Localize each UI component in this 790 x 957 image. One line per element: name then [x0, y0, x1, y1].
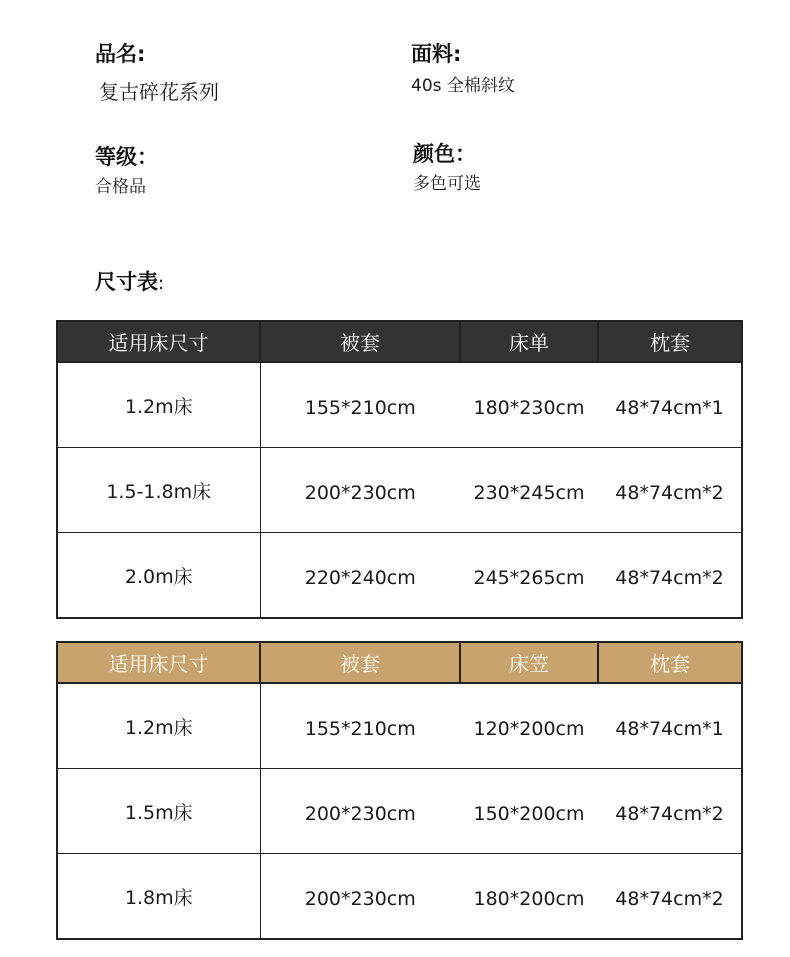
table-row	[57, 854, 742, 940]
grade-value: 合格品	[95, 177, 146, 197]
cell-duvet-cover: 155*210cm	[260, 362, 460, 448]
header-pillowcase: 枕套	[598, 321, 742, 362]
cell-sheet: 245*265cm	[460, 533, 598, 619]
table-header-row	[57, 321, 742, 362]
color-label: 颜色：	[413, 142, 476, 166]
cell-sheet: 180*200cm	[460, 854, 598, 940]
cell-bed-size: 1.2m床	[57, 362, 260, 448]
size-table-1	[56, 320, 743, 619]
cell-bed-size: 1.2m床	[57, 683, 260, 769]
product-name-label: 品名:	[95, 42, 146, 66]
table-row	[57, 362, 742, 448]
table-row	[57, 448, 742, 533]
cell-sheet: 120*200cm	[460, 683, 598, 769]
table-header-row	[57, 642, 742, 683]
header-pillowcase: 枕套	[598, 642, 742, 683]
color-value: 多色可选	[413, 174, 481, 194]
cell-bed-size: 1.5m床	[57, 769, 260, 854]
cell-pillowcase: 48*74cm*2	[598, 769, 742, 854]
cell-duvet-cover: 200*230cm	[260, 854, 460, 940]
header-bed-size: 适用床尺寸	[57, 642, 260, 683]
product-name-value: 复古碎花系列	[99, 80, 219, 104]
cell-bed-size: 1.8m床	[57, 854, 260, 940]
cell-duvet-cover: 155*210cm	[260, 683, 460, 769]
cell-duvet-cover: 220*240cm	[260, 533, 460, 619]
cell-pillowcase: 48*74cm*1	[598, 683, 742, 769]
size-chart-title	[95, 266, 164, 296]
header-sheet: 床单	[460, 321, 598, 362]
cell-duvet-cover: 200*230cm	[260, 448, 460, 533]
header-duvet-cover: 被套	[260, 321, 460, 362]
table-row	[57, 533, 742, 619]
cell-pillowcase: 48*74cm*2	[598, 854, 742, 940]
size-chart-title-colon: :	[158, 273, 165, 294]
header-duvet-cover: 被套	[260, 642, 460, 683]
cell-sheet: 180*230cm	[460, 362, 598, 448]
cell-pillowcase: 48*74cm*2	[598, 533, 742, 619]
table-row	[57, 683, 742, 769]
cell-bed-size: 2.0m床	[57, 533, 260, 619]
header-bed-size: 适用床尺寸	[57, 321, 260, 362]
fabric-label: 面料:	[411, 42, 462, 66]
cell-bed-size: 1.5-1.8m床	[57, 448, 260, 533]
size-chart-title-text: 尺寸表	[95, 270, 158, 294]
header-sheet: 床笠	[460, 642, 598, 683]
cell-sheet: 230*245cm	[460, 448, 598, 533]
table-row	[57, 769, 742, 854]
size-table-2	[56, 641, 743, 940]
fabric-value: 40s 全棉斜纹	[411, 76, 515, 96]
cell-pillowcase: 48*74cm*1	[598, 362, 742, 448]
cell-duvet-cover: 200*230cm	[260, 769, 460, 854]
cell-sheet: 150*200cm	[460, 769, 598, 854]
grade-label: 等级：	[95, 145, 158, 169]
cell-pillowcase: 48*74cm*2	[598, 448, 742, 533]
